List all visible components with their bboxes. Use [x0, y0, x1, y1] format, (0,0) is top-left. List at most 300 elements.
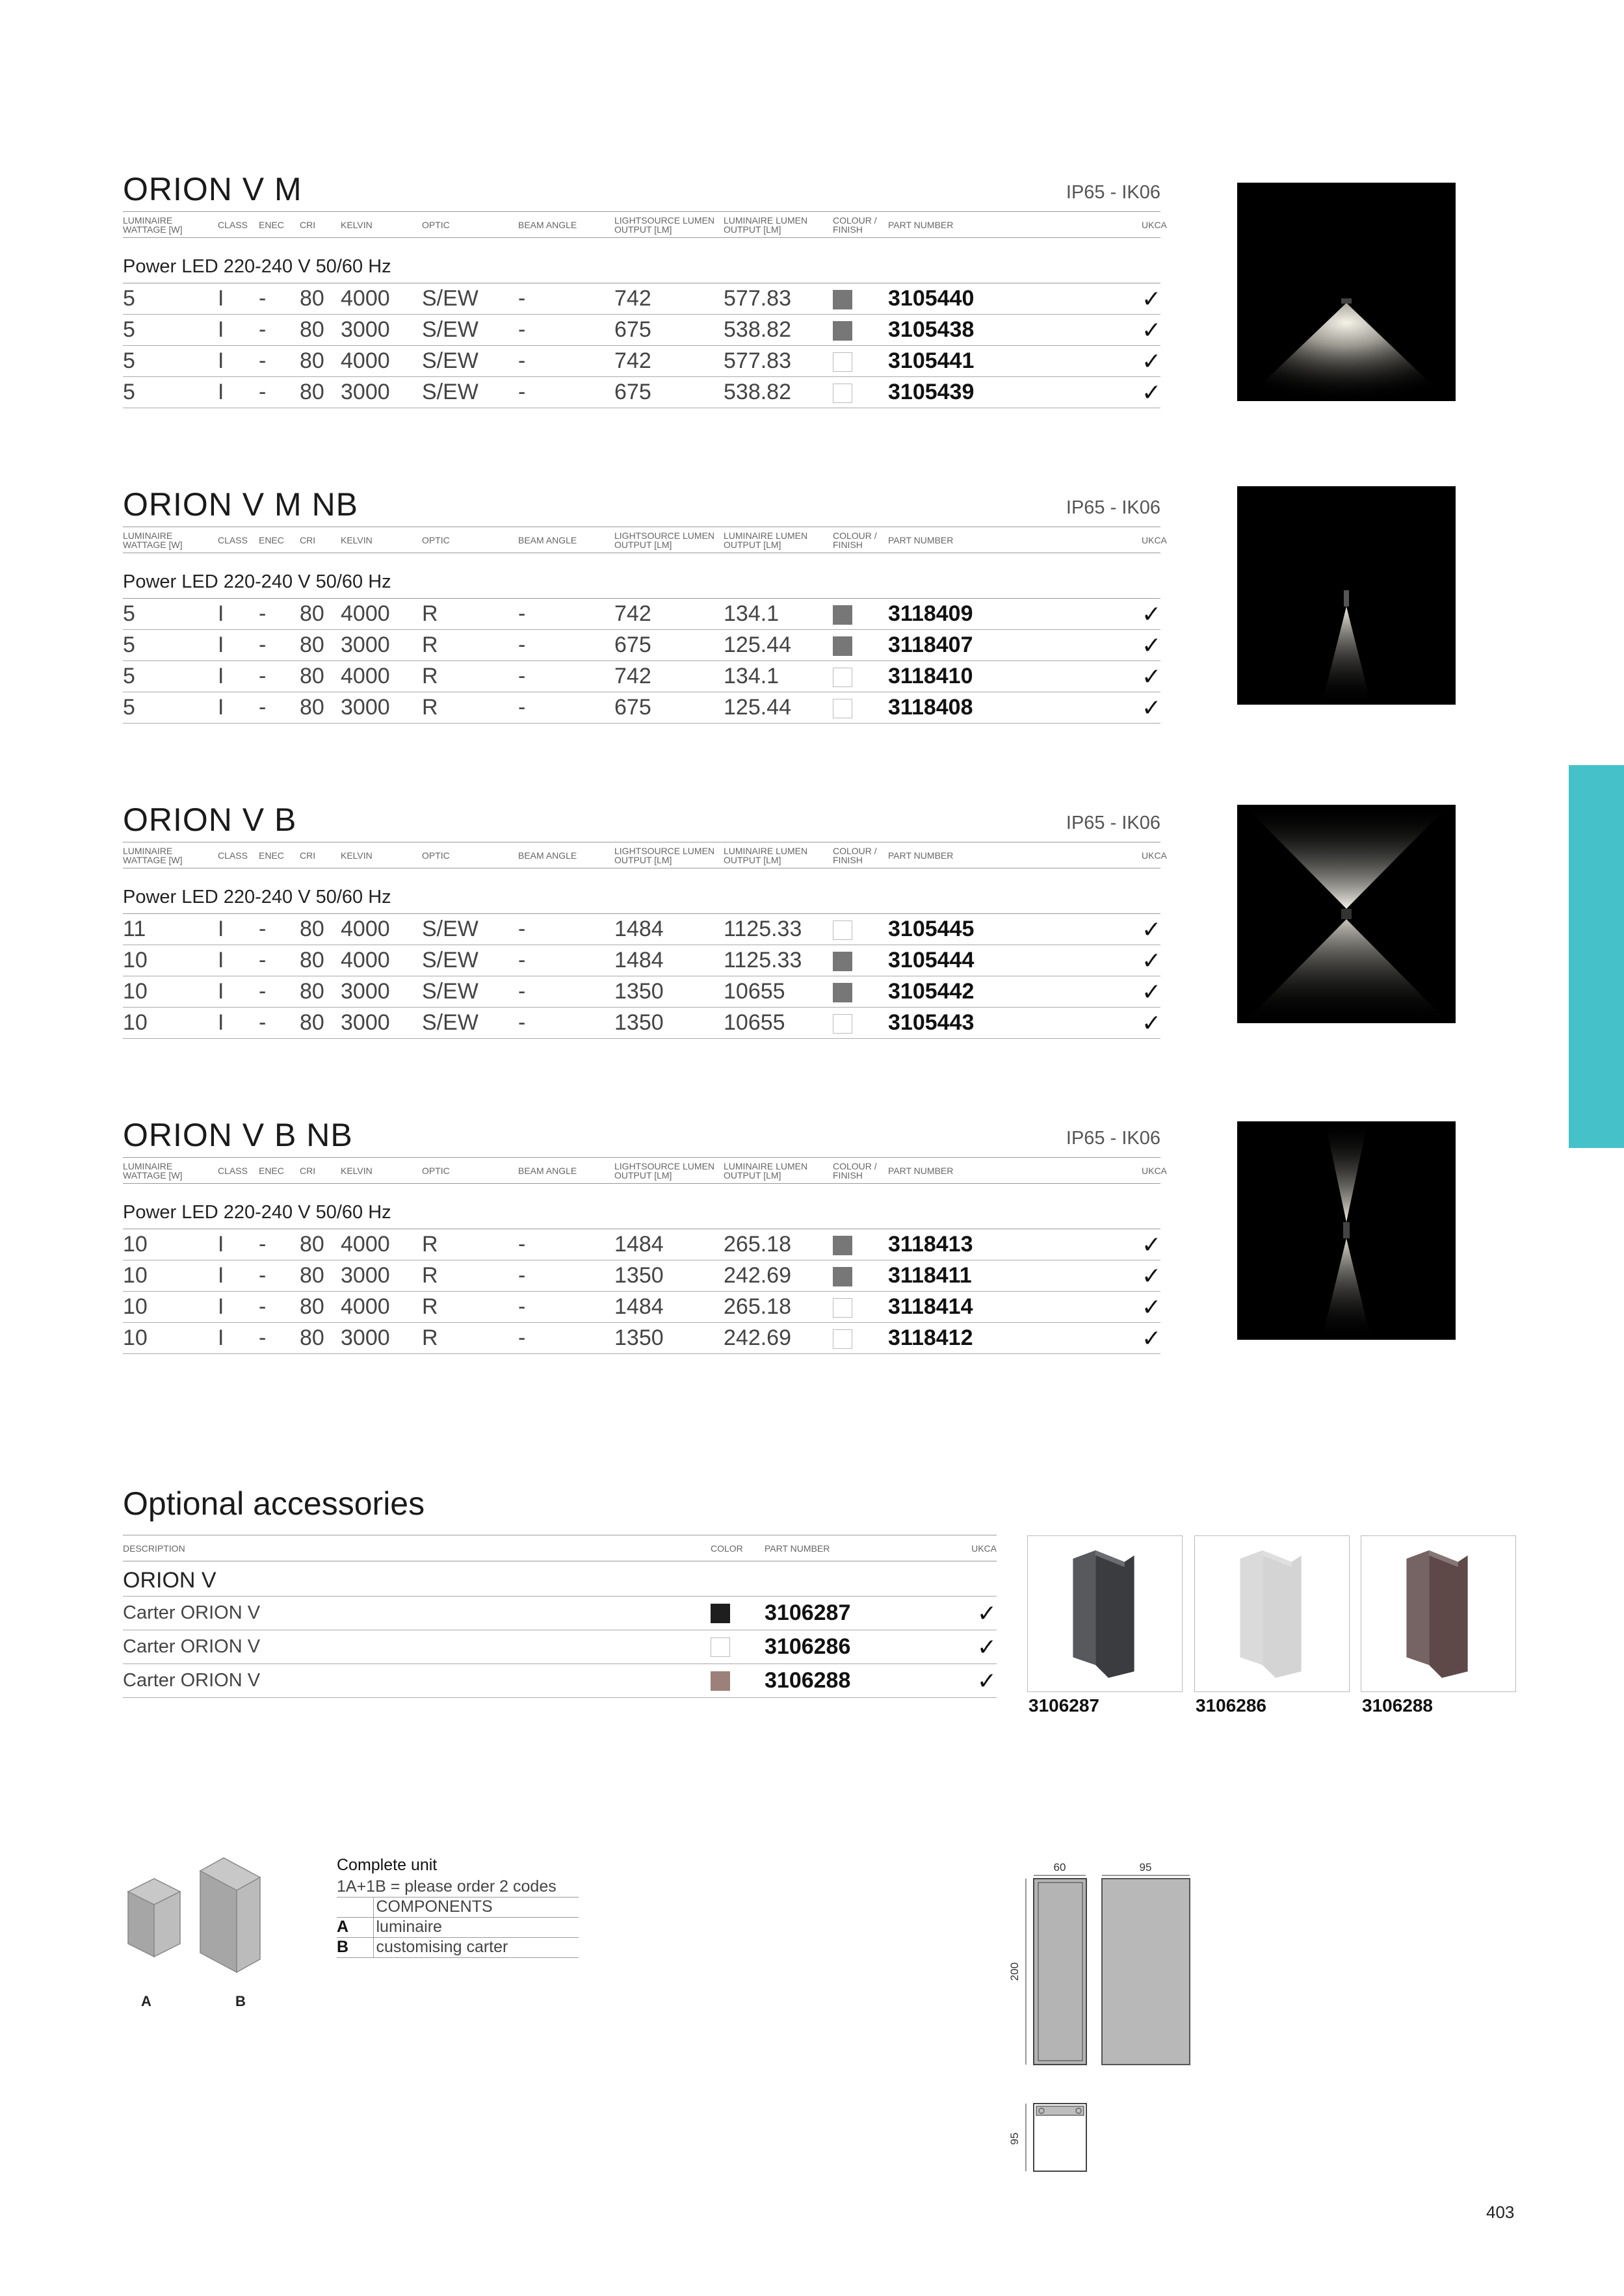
- header-cell: CLASS: [218, 527, 259, 553]
- cell-watt: 10: [123, 976, 218, 1008]
- cell-kelvin: 3000: [341, 1008, 422, 1039]
- ukca-check-icon: ✓: [976, 1667, 997, 1694]
- cell-beam: -: [518, 1323, 614, 1354]
- ukca-check-icon: ✓: [976, 1633, 997, 1660]
- cell-kelvin: 4000: [341, 914, 422, 945]
- header-cell: OPTIC: [422, 212, 518, 238]
- section-title: ORION V M NB: [123, 486, 359, 523]
- table-row: [123, 692, 1160, 724]
- cell-cri: 80: [300, 315, 341, 346]
- product-photo-orion-v-b: [1237, 805, 1456, 1023]
- cell-lum: 265.18: [724, 1292, 833, 1323]
- cell-cls: I: [218, 315, 259, 346]
- ukca-check-icon: ✓: [1142, 1293, 1162, 1320]
- header-cell: UKCA: [1142, 1158, 1160, 1184]
- accessory-color-swatch: [711, 1604, 730, 1623]
- product-section: [123, 1116, 1167, 1389]
- finish-swatch-cell: [833, 1008, 888, 1039]
- ukca-cell: [1142, 630, 1160, 661]
- finish-swatch: [833, 920, 852, 940]
- cell-beam: -: [518, 315, 614, 346]
- cell-optic: S/EW: [422, 976, 518, 1008]
- cell-cri: 80: [300, 346, 341, 377]
- accessory-image-code: 3106286: [1196, 1695, 1267, 1715]
- finish-swatch-cell: [833, 692, 888, 724]
- cell-optic: S/EW: [422, 945, 518, 976]
- cell-lum: 577.83: [724, 283, 833, 315]
- table-row: [123, 630, 1160, 661]
- cell-ls: 742: [614, 661, 724, 692]
- table-row: [123, 283, 1160, 315]
- table-row: [123, 1008, 1160, 1039]
- section-tab-marker[interactable]: [1569, 765, 1624, 1148]
- cell-watt: 5: [123, 283, 218, 315]
- ukca-cell: [1142, 599, 1160, 630]
- cell-cls: I: [218, 945, 259, 976]
- header-cell: LIGHTSOURCE LUMEN OUTPUT [LM]: [614, 212, 724, 238]
- component-key-a: A: [337, 1917, 373, 1937]
- component-key-b: B: [337, 1937, 373, 1957]
- cell-optic: S/EW: [422, 315, 518, 346]
- unit-label-a: A: [141, 1993, 151, 2009]
- power-subheading: Power LED 220-240 V 50/60 Hz: [123, 238, 1160, 283]
- cell-optic: S/EW: [422, 346, 518, 377]
- cell-watt: 10: [123, 1260, 218, 1292]
- dim-width-a: 60: [1053, 1861, 1066, 1873]
- cell-cls: I: [218, 1292, 259, 1323]
- part-number[interactable]: 3118410: [888, 661, 1142, 692]
- cell-lum: 242.69: [724, 1323, 833, 1354]
- cell-ls: 1484: [614, 1292, 724, 1323]
- cell-cri: 80: [300, 283, 341, 315]
- cell-enec: -: [259, 661, 300, 692]
- ukca-check-icon: ✓: [1142, 978, 1162, 1005]
- cell-kelvin: 4000: [341, 346, 422, 377]
- part-number[interactable]: 3105441: [888, 346, 1142, 377]
- cell-kelvin: 3000: [341, 377, 422, 408]
- cell-beam: -: [518, 945, 614, 976]
- accessory-part-number[interactable]: 3106288: [765, 1664, 940, 1698]
- table-row: [123, 315, 1160, 346]
- accessory-image-card: [1194, 1535, 1350, 1692]
- part-number[interactable]: 3105445: [888, 914, 1142, 945]
- ip-rating: IP65 - IK06: [1066, 497, 1160, 518]
- cell-cri: 80: [300, 914, 341, 945]
- part-number[interactable]: 3118408: [888, 692, 1142, 724]
- cell-lum: 538.82: [724, 315, 833, 346]
- finish-swatch-cell: [833, 1260, 888, 1292]
- cell-lum: 577.83: [724, 346, 833, 377]
- header-cell: LUMINAIRE WATTAGE [W]: [123, 527, 218, 553]
- ukca-cell: [1142, 283, 1160, 315]
- spec-table: [123, 842, 1167, 1039]
- acc-header-part: PART NUMBER: [765, 1535, 940, 1561]
- component-label-a: luminaire: [373, 1917, 579, 1937]
- accessory-image-code: 3106288: [1362, 1695, 1434, 1715]
- accessory-color-swatch: [711, 1637, 730, 1657]
- ukca-cell: [1142, 976, 1160, 1008]
- cell-cls: I: [218, 283, 259, 315]
- cell-ls: 675: [614, 692, 724, 724]
- cell-cri: 80: [300, 976, 341, 1008]
- cell-lum: 538.82: [724, 377, 833, 408]
- cell-ls: 1484: [614, 945, 724, 976]
- section-title: ORION V B NB: [123, 1117, 353, 1153]
- finish-swatch: [833, 605, 852, 625]
- components-key-blank: [337, 1897, 373, 1917]
- finish-swatch: [833, 1267, 852, 1286]
- cell-optic: S/EW: [422, 283, 518, 315]
- carter-drawing: [1195, 1536, 1349, 1691]
- cell-optic: R: [422, 1292, 518, 1323]
- unit-drawing-b: [198, 1851, 263, 1975]
- cell-optic: S/EW: [422, 377, 518, 408]
- cell-lum: 242.69: [724, 1260, 833, 1292]
- table-row: [123, 914, 1160, 945]
- ip-rating: IP65 - IK06: [1066, 1128, 1160, 1149]
- header-cell: OPTIC: [422, 527, 518, 553]
- cell-ls: 742: [614, 599, 724, 630]
- unit-label-b: B: [235, 1993, 246, 2009]
- cell-cri: 80: [300, 661, 341, 692]
- part-number[interactable]: 3118413: [888, 1229, 1142, 1260]
- finish-swatch: [833, 1014, 852, 1034]
- header-cell: LUMINAIRE WATTAGE [W]: [123, 1158, 218, 1184]
- complete-unit-title: Complete unit: [337, 1856, 438, 1874]
- ukca-cell: [1142, 692, 1160, 724]
- accessory-color-cell: [711, 1630, 765, 1664]
- header-cell: KELVIN: [341, 527, 422, 553]
- accessory-description: Carter ORION V: [123, 1630, 711, 1664]
- cell-beam: -: [518, 914, 614, 945]
- cell-optic: R: [422, 1260, 518, 1292]
- header-cell: BEAM ANGLE: [518, 1158, 614, 1184]
- product-photo-orion-v-m: [1237, 183, 1456, 401]
- dim-width-b: 95: [1139, 1861, 1152, 1873]
- cell-kelvin: 4000: [341, 661, 422, 692]
- cell-cri: 80: [300, 377, 341, 408]
- spec-table: [123, 1157, 1167, 1354]
- cell-cls: I: [218, 1229, 259, 1260]
- header-cell: COLOUR / FINISH: [833, 527, 888, 553]
- cell-kelvin: 3000: [341, 1323, 422, 1354]
- power-subheading: Power LED 220-240 V 50/60 Hz: [123, 553, 1160, 599]
- components-header: COMPONENTS: [373, 1897, 579, 1917]
- header-cell: KELVIN: [341, 842, 422, 868]
- product-section: [123, 801, 1167, 1074]
- finish-swatch: [833, 290, 852, 309]
- part-number[interactable]: 3105439: [888, 377, 1142, 408]
- cell-ls: 1350: [614, 1323, 724, 1354]
- acc-header-ukca: UKCA: [940, 1535, 997, 1561]
- part-number[interactable]: 3118414: [888, 1292, 1142, 1323]
- header-cell: LIGHTSOURCE LUMEN OUTPUT [LM]: [614, 842, 724, 868]
- ukca-check-icon: ✓: [1142, 285, 1162, 312]
- cell-watt: 5: [123, 315, 218, 346]
- cell-beam: -: [518, 661, 614, 692]
- cell-optic: S/EW: [422, 1008, 518, 1039]
- table-row: [123, 976, 1160, 1008]
- finish-swatch-cell: [833, 1229, 888, 1260]
- finish-swatch-cell: [833, 315, 888, 346]
- cell-watt: 5: [123, 692, 218, 724]
- header-cell: COLOUR / FINISH: [833, 1158, 888, 1184]
- accessory-image-code: 3106287: [1028, 1695, 1100, 1715]
- cell-ls: 1484: [614, 914, 724, 945]
- cell-ls: 1350: [614, 1008, 724, 1039]
- part-number[interactable]: 3105443: [888, 1008, 1142, 1039]
- header-cell: KELVIN: [341, 1158, 422, 1184]
- cell-ls: 1484: [614, 1229, 724, 1260]
- accessory-part-number[interactable]: 3106286: [765, 1630, 940, 1664]
- finish-swatch-cell: [833, 1323, 888, 1354]
- cell-watt: 10: [123, 1229, 218, 1260]
- header-cell: PART NUMBER: [888, 842, 1142, 868]
- header-cell: PART NUMBER: [888, 527, 1142, 553]
- ukca-check-icon: ✓: [1142, 378, 1162, 406]
- product-section: [123, 170, 1167, 443]
- cell-cls: I: [218, 377, 259, 408]
- carter-drawing: [1361, 1536, 1515, 1691]
- header-cell: COLOUR / FINISH: [833, 842, 888, 868]
- header-cell: OPTIC: [422, 1158, 518, 1184]
- header-cell: LUMINAIRE LUMEN OUTPUT [LM]: [724, 212, 833, 238]
- accessory-color-swatch: [711, 1671, 730, 1691]
- cell-cri: 80: [300, 1229, 341, 1260]
- finish-swatch: [833, 699, 852, 718]
- ukca-check-icon: ✓: [1142, 946, 1162, 974]
- cell-cls: I: [218, 661, 259, 692]
- cell-kelvin: 4000: [341, 599, 422, 630]
- ukca-cell: [1142, 1292, 1160, 1323]
- header-cell: COLOUR / FINISH: [833, 212, 888, 238]
- section-title: ORION V M: [123, 171, 302, 207]
- cell-watt: 5: [123, 377, 218, 408]
- ukca-check-icon: ✓: [1142, 694, 1162, 721]
- header-cell: KELVIN: [341, 212, 422, 238]
- finish-swatch-cell: [833, 283, 888, 315]
- finish-swatch: [833, 1236, 852, 1255]
- cell-enec: -: [259, 945, 300, 976]
- accessory-description: Carter ORION V: [123, 1597, 711, 1630]
- product-photo-orion-v-b-nb: [1237, 1121, 1456, 1340]
- ukca-cell: [1142, 315, 1160, 346]
- ukca-check-icon: ✓: [1142, 600, 1162, 627]
- cell-enec: -: [259, 1292, 300, 1323]
- ukca-cell: [1142, 661, 1160, 692]
- component-label-b: customising carter: [373, 1937, 579, 1957]
- finish-swatch-cell: [833, 599, 888, 630]
- cell-watt: 5: [123, 661, 218, 692]
- cell-kelvin: 3000: [341, 630, 422, 661]
- finish-swatch: [833, 636, 852, 656]
- finish-swatch-cell: [833, 377, 888, 408]
- ukca-check-icon: ✓: [1142, 915, 1162, 943]
- cell-cls: I: [218, 976, 259, 1008]
- header-cell: ENEC: [259, 212, 300, 238]
- cell-cri: 80: [300, 1008, 341, 1039]
- table-row: [123, 1323, 1160, 1354]
- cell-enec: -: [259, 630, 300, 661]
- accessory-description: Carter ORION V: [123, 1664, 711, 1698]
- cell-beam: -: [518, 377, 614, 408]
- cell-enec: -: [259, 914, 300, 945]
- header-cell: BEAM ANGLE: [518, 842, 614, 868]
- part-number[interactable]: 3105438: [888, 315, 1142, 346]
- cell-ls: 675: [614, 377, 724, 408]
- cell-watt: 10: [123, 1008, 218, 1039]
- cell-enec: -: [259, 1229, 300, 1260]
- header-cell: PART NUMBER: [888, 1158, 1142, 1184]
- part-number[interactable]: 3118411: [888, 1260, 1142, 1292]
- finish-swatch-cell: [833, 914, 888, 945]
- cell-ls: 1350: [614, 976, 724, 1008]
- cell-lum: 125.44: [724, 692, 833, 724]
- cell-optic: R: [422, 630, 518, 661]
- product-section: [123, 486, 1167, 759]
- cell-optic: S/EW: [422, 914, 518, 945]
- cell-watt: 10: [123, 945, 218, 976]
- accessory-row: [123, 1664, 997, 1698]
- ukca-check-icon: ✓: [1142, 1262, 1162, 1289]
- header-cell: ENEC: [259, 1158, 300, 1184]
- cell-beam: -: [518, 630, 614, 661]
- dim-height: 200: [1008, 1962, 1021, 1981]
- ukca-cell: [1142, 914, 1160, 945]
- header-cell: CRI: [300, 527, 341, 553]
- finish-swatch: [833, 668, 852, 687]
- table-row: [123, 1229, 1160, 1260]
- dim-depth: 95: [1008, 2132, 1021, 2145]
- cell-ls: 675: [614, 630, 724, 661]
- header-cell: LUMINAIRE LUMEN OUTPUT [LM]: [724, 842, 833, 868]
- cell-lum: 10655: [724, 1008, 833, 1039]
- cell-ls: 675: [614, 315, 724, 346]
- ukca-check-icon: ✓: [1142, 662, 1162, 690]
- finish-swatch: [833, 384, 852, 403]
- cell-cls: I: [218, 692, 259, 724]
- cell-cls: I: [218, 914, 259, 945]
- part-number[interactable]: 3118412: [888, 1323, 1142, 1354]
- header-cell: CLASS: [218, 842, 259, 868]
- cell-enec: -: [259, 692, 300, 724]
- cell-watt: 5: [123, 346, 218, 377]
- cell-kelvin: 4000: [341, 1292, 422, 1323]
- table-row: [123, 377, 1160, 408]
- product-photo-orion-v-m-nb: [1237, 486, 1456, 705]
- cell-lum: 134.1: [724, 661, 833, 692]
- cell-optic: R: [422, 1229, 518, 1260]
- ip-rating: IP65 - IK06: [1066, 182, 1160, 203]
- ukca-cell: [1142, 1323, 1160, 1354]
- cell-enec: -: [259, 1008, 300, 1039]
- header-cell: LIGHTSOURCE LUMEN OUTPUT [LM]: [614, 1158, 724, 1184]
- power-subheading: Power LED 220-240 V 50/60 Hz: [123, 1184, 1160, 1229]
- ukca-check-icon: ✓: [1142, 1231, 1162, 1258]
- finish-swatch-cell: [833, 346, 888, 377]
- finish-swatch: [833, 321, 852, 341]
- cell-cri: 80: [300, 599, 341, 630]
- table-row: [123, 1292, 1160, 1323]
- cell-watt: 5: [123, 599, 218, 630]
- cell-lum: 1125.33: [724, 945, 833, 976]
- cell-beam: -: [518, 599, 614, 630]
- cell-watt: 10: [123, 1292, 218, 1323]
- part-number[interactable]: 3105444: [888, 945, 1142, 976]
- header-cell: LUMINAIRE WATTAGE [W]: [123, 842, 218, 868]
- cell-watt: 5: [123, 630, 218, 661]
- cell-watt: 11: [123, 914, 218, 945]
- cell-enec: -: [259, 599, 300, 630]
- accessory-part-number[interactable]: 3106287: [765, 1597, 940, 1630]
- power-subheading: Power LED 220-240 V 50/60 Hz: [123, 868, 1160, 914]
- accessories-table: [123, 1535, 997, 1698]
- cell-cls: I: [218, 599, 259, 630]
- cell-beam: -: [518, 1229, 614, 1260]
- table-row: [123, 1260, 1160, 1292]
- finish-swatch: [833, 983, 852, 1002]
- header-cell: UKCA: [1142, 527, 1160, 553]
- accessory-row: [123, 1630, 997, 1664]
- ukca-cell: [1142, 346, 1160, 377]
- ukca-check-icon: ✓: [1142, 316, 1162, 343]
- dimension-drawing: [1001, 1853, 1209, 2178]
- cell-cri: 80: [300, 1260, 341, 1292]
- ukca-cell: [1142, 377, 1160, 408]
- header-cell: OPTIC: [422, 842, 518, 868]
- finish-swatch: [833, 952, 852, 971]
- part-number[interactable]: 3118407: [888, 630, 1142, 661]
- header-cell: LIGHTSOURCE LUMEN OUTPUT [LM]: [614, 527, 724, 553]
- cell-enec: -: [259, 1323, 300, 1354]
- cell-kelvin: 4000: [341, 945, 422, 976]
- finish-swatch-cell: [833, 630, 888, 661]
- cell-enec: -: [259, 315, 300, 346]
- ukca-check-icon: ✓: [1142, 347, 1162, 374]
- ukca-cell: [1142, 1229, 1160, 1260]
- cell-beam: -: [518, 1292, 614, 1323]
- cell-cls: I: [218, 1260, 259, 1292]
- cell-enec: -: [259, 1260, 300, 1292]
- cell-lum: 134.1: [724, 599, 833, 630]
- complete-unit-table: [337, 1877, 579, 1958]
- cell-cri: 80: [300, 1323, 341, 1354]
- spec-table: [123, 527, 1167, 724]
- cell-lum: 1125.33: [724, 914, 833, 945]
- part-number[interactable]: 3118409: [888, 599, 1142, 630]
- cell-beam: -: [518, 692, 614, 724]
- part-number[interactable]: 3105440: [888, 283, 1142, 315]
- ukca-check-icon: ✓: [1142, 1324, 1162, 1351]
- finish-swatch-cell: [833, 1292, 888, 1323]
- header-cell: CRI: [300, 842, 341, 868]
- cell-kelvin: 3000: [341, 976, 422, 1008]
- cell-ls: 742: [614, 346, 724, 377]
- cell-ls: 1350: [614, 1260, 724, 1292]
- ukca-cell: [1142, 945, 1160, 976]
- accessories-title: Optional accessories: [123, 1485, 425, 1522]
- accessory-color-cell: [711, 1664, 765, 1698]
- cell-lum: 265.18: [724, 1229, 833, 1260]
- finish-swatch-cell: [833, 945, 888, 976]
- part-number[interactable]: 3105442: [888, 976, 1142, 1008]
- cell-cri: 80: [300, 1292, 341, 1323]
- cell-optic: R: [422, 1323, 518, 1354]
- cell-beam: -: [518, 1008, 614, 1039]
- accessory-ukca-cell: [940, 1597, 997, 1630]
- cell-ls: 742: [614, 283, 724, 315]
- table-row: [123, 661, 1160, 692]
